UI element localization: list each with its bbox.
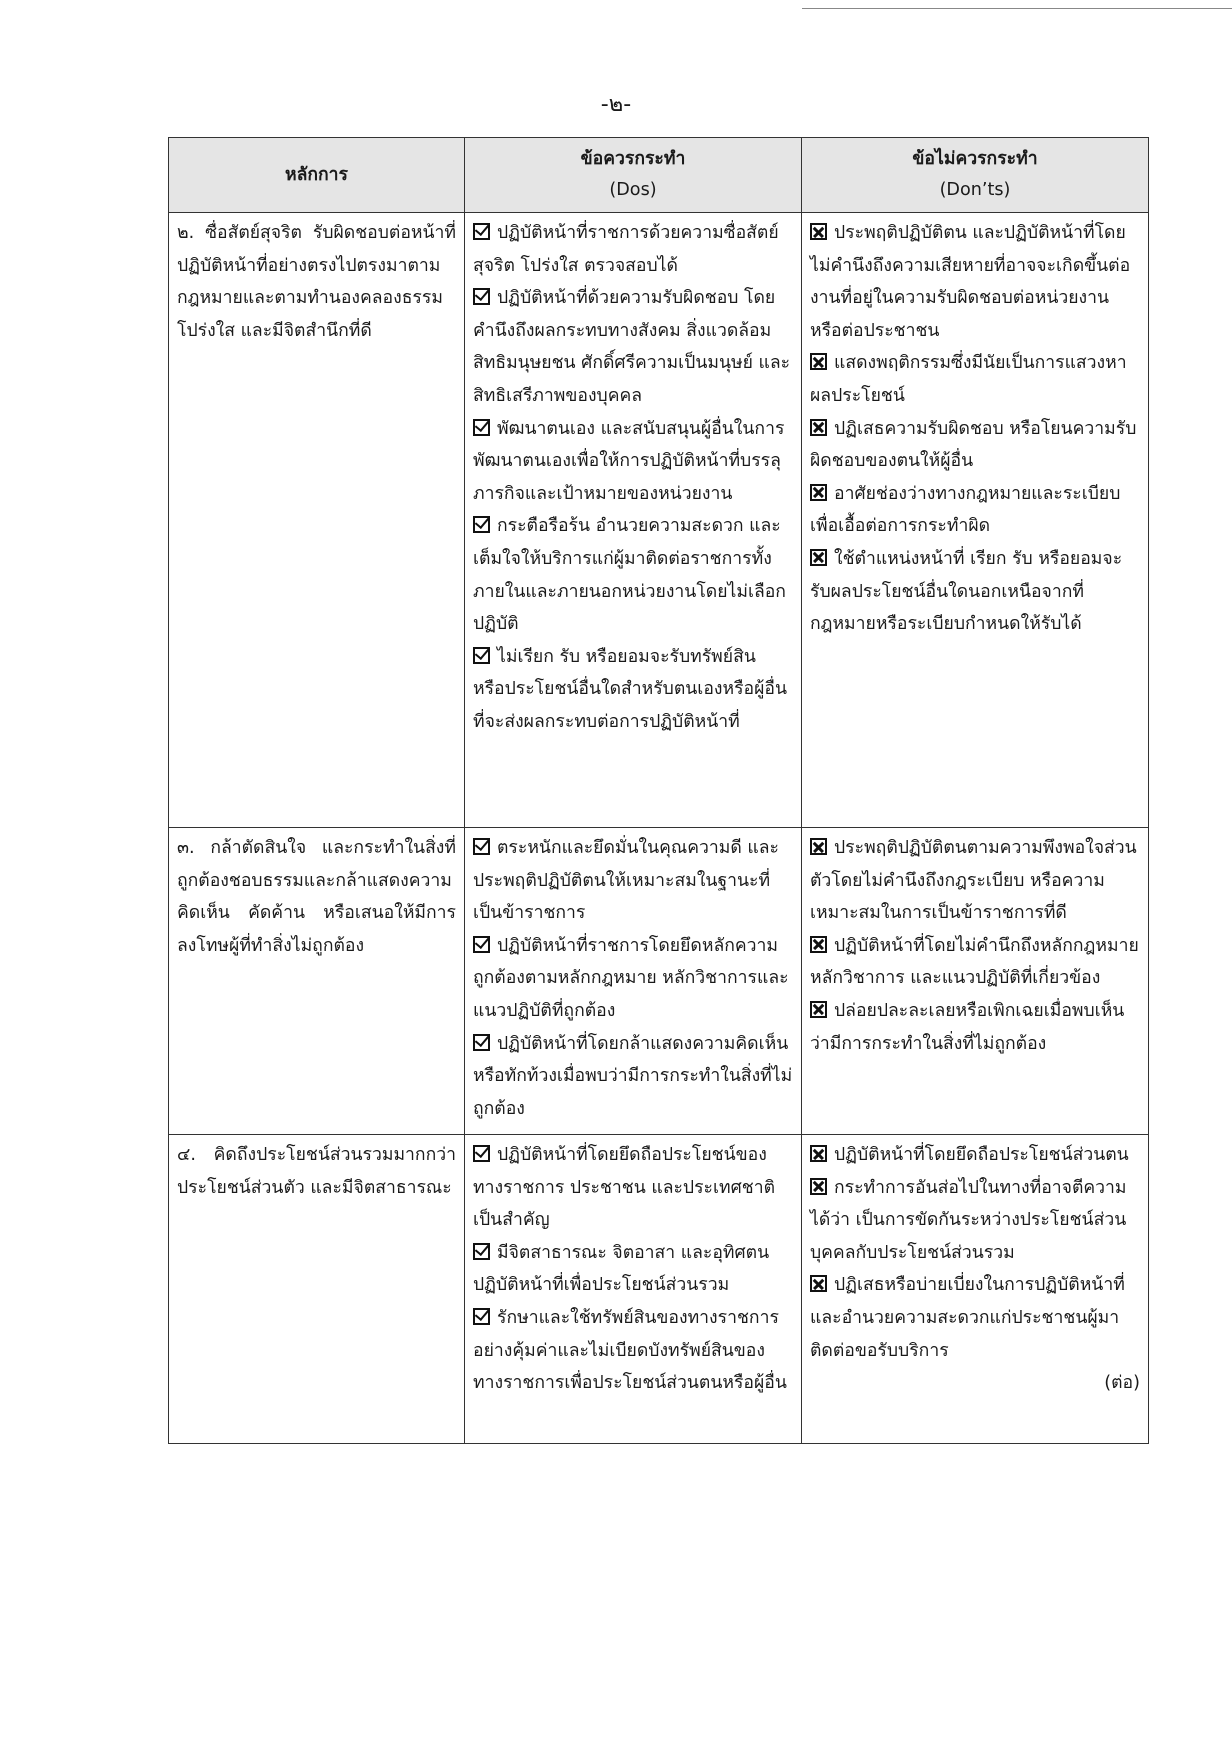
- dont-item: กระทำการอันส่อไปในทางที่อาจตีความได้ว่า เป็นการขัดกันระหว่างประโยชน์ส่วนบุคคลกับประโยชน์ส่วนรวม: [810, 1177, 1127, 1263]
- donts-cell: [802, 828, 1149, 1135]
- header-donts-sub: (Don’ts): [939, 180, 1011, 200]
- checked-box-icon: [473, 1145, 490, 1162]
- checked-box-icon: [473, 1034, 490, 1051]
- checked-box-icon: [473, 288, 490, 305]
- crossed-box-icon: [810, 223, 827, 240]
- crossed-box-icon: [810, 549, 827, 566]
- dont-item: ประพฤติปฏิบัติตน และปฏิบัติหน้าที่โดยไม่คำนึงถึงความเสียหายที่อาจจะเกิดขึ้นต่องานที่อยู่ในความรับผิดชอบต่อหน่วยงาน หรือต่อประชาชน: [810, 223, 1131, 341]
- checked-box-icon: [473, 838, 490, 855]
- header-donts: ข้อไม่ควรกระทำ (Don’ts): [802, 138, 1149, 213]
- dont-item: ปฏิบัติหน้าที่โดยไม่คำนึกถึงหลักกฎหมาย หลักวิชาการ และแนวปฏิบัติที่เกี่ยวข้อง: [810, 935, 1139, 989]
- page-number: -๒-: [600, 92, 632, 117]
- table-row: [169, 828, 1149, 1135]
- do-item: มีจิตสาธารณะ จิตอาสา และอุทิศตนปฏิบัติหน้าที่เพื่อประโยชน์ส่วนรวม: [473, 1242, 770, 1296]
- header-dos: ข้อควรกระทำ (Dos): [465, 138, 802, 213]
- crossed-box-icon: [810, 484, 827, 501]
- do-item: ปฏิบัติหน้าที่โดยกล้าแสดงความคิดเห็น หรือทักท้วงเมื่อพบว่ามีการกระทำในสิ่งที่ไม่ถูกต้อง: [473, 1033, 793, 1119]
- dont-item: แสดงพฤติกรรมซึ่งมีนัยเป็นการแสวงหาผลประโยชน์: [810, 353, 1127, 406]
- checked-box-icon: [473, 223, 490, 240]
- crossed-box-icon: [810, 1001, 827, 1018]
- principle-cell: ๔. คิดถึงประโยชน์ส่วนรวมมากกว่าประโยชน์ส่วนตัว และมีจิตสาธารณะ: [169, 1135, 465, 1444]
- dont-item: ปล่อยปละละเลยหรือเพิกเฉยเมื่อพบเห็นว่ามีการกระทำในสิ่งที่ไม่ถูกต้อง: [810, 1000, 1125, 1054]
- crossed-box-icon: [810, 1145, 827, 1162]
- header-dos-sub: (Dos): [609, 180, 657, 200]
- principles-table: [168, 137, 1149, 1444]
- crossed-box-icon: [810, 1178, 827, 1195]
- dont-item: ปฏิเสธความรับผิดชอบ หรือโยนความรับผิดชอบของตนให้ผู้อื่น: [810, 418, 1137, 472]
- do-item: ไม่เรียก รับ หรือยอมจะรับทรัพย์สิน หรือประโยชน์อื่นใดสำหรับตนเองหรือผู้อื่น ที่จะส่งผลกระทบต่อการปฏิบัติหน้าที่: [473, 646, 787, 732]
- header-principle: หลักการ: [169, 138, 465, 213]
- dont-item: ปฏิเสธหรือบ่ายเบี่ยงในการปฏิบัติหน้าที่และอำนวยความสะดวกแก่ประชาชนผู้มาติดต่อขอรับบริการ: [810, 1275, 1125, 1361]
- checked-box-icon: [473, 419, 490, 436]
- dont-item: อาศัยช่องว่างทางกฎหมายและระเบียบเพื่อเอื้อต่อการกระทำผิด: [810, 483, 1121, 537]
- top-divider-line: [802, 8, 1232, 9]
- do-item: ตระหนักและยึดมั่นในคุณความดี และประพฤติปฏิบัติตนให้เหมาะสมในฐานะที่เป็นข้าราชการ: [473, 838, 779, 924]
- dont-item: ประพฤติปฏิบัติตนตามความพึงพอใจส่วนตัวโดยไม่คำนึงถึงกฎระเบียบ หรือความเหมาะสมในการเป็นข้าราชการที่ดี: [810, 838, 1137, 924]
- dos-cell: [465, 213, 802, 828]
- principle-cell: ๓. กล้าตัดสินใจ และกระทำในสิ่งที่ถูกต้องชอบธรรมและกล้าแสดงความคิดเห็น คัดค้าน หรือเสนอให้มีการลงโทษผู้ที่ทำสิ่งไม่ถูกต้อง: [169, 828, 465, 1135]
- checked-box-icon: [473, 936, 490, 953]
- do-item: รักษาและใช้ทรัพย์สินของทางราชการอย่างคุ้มค่าและไม่เบียดบังทรัพย์สินของทางราชการเพื่อประโยชน์ส่วนตนหรือผู้อื่น: [473, 1307, 787, 1394]
- continued-label: (ต่อ): [1104, 1373, 1140, 1394]
- table-row: [169, 213, 1149, 828]
- principle-cell: ๒. ซื่อสัตย์สุจริต รับผิดชอบต่อหน้าที่ ปฏิบัติหน้าที่อย่างตรงไปตรงมาตามกฎหมายและตามทำนองคลองธรรม โปร่งใส และมีจิตสำนึกที่ดี: [169, 213, 465, 828]
- header-row: [169, 138, 1149, 213]
- dont-item: ปฏิบัติหน้าที่โดยยึดถือประโยชน์ส่วนตน: [810, 1139, 1140, 1172]
- dont-item: ใช้ตำแหน่งหน้าที่ เรียก รับ หรือยอมจะรับผลประโยชน์อื่นใดนอกเหนือจากที่กฎหมายหรือระเบียบกำหนดให้รับได้: [810, 548, 1123, 635]
- crossed-box-icon: [810, 1275, 827, 1292]
- table-row: [169, 1135, 1149, 1444]
- donts-cell: [802, 213, 1149, 828]
- checked-box-icon: [473, 1308, 490, 1325]
- dos-cell: [465, 828, 802, 1135]
- crossed-box-icon: [810, 419, 827, 436]
- do-item: กระตือรือร้น อำนวยความสะดวก และเต็มใจให้บริการแก่ผู้มาติดต่อราชการทั้งภายในและภายนอกหน่วยงานโดยไม่เลือกปฏิบัติ: [473, 516, 786, 635]
- do-item: ปฏิบัติหน้าที่ราชการด้วยความซื่อสัตย์สุจริต โปร่งใส ตรวจสอบได้: [473, 223, 779, 276]
- do-item: พัฒนาตนเอง และสนับสนุนผู้อื่นในการพัฒนาตนเองเพื่อให้การปฏิบัติหน้าที่บรรลุภารกิจและเป้าหมายของหน่วยงาน: [473, 418, 785, 504]
- donts-cell: [802, 1135, 1149, 1444]
- checked-box-icon: [473, 647, 490, 664]
- do-item: ปฏิบัติหน้าที่โดยยึดถือประโยชน์ของทางราชการ ประชาชน และประเทศชาติเป็นสำคัญ: [473, 1145, 776, 1231]
- do-item: ปฏิบัติหน้าที่ด้วยความรับผิดชอบ โดยคำนึงถึงผลกระทบทางสังคม สิ่งแวดล้อม สิทธิมนุษยชน ศักดิ์ศรีความเป็นมนุษย์ และสิทธิเสรีภาพของบุคคล: [473, 288, 791, 406]
- checked-box-icon: [473, 516, 490, 533]
- crossed-box-icon: [810, 936, 827, 953]
- crossed-box-icon: [810, 838, 827, 855]
- crossed-box-icon: [810, 353, 827, 370]
- do-item: ปฏิบัติหน้าที่ราชการโดยยึดหลักความถูกต้องตามหลักกฎหมาย หลักวิชาการและแนวปฏิบัติที่ถูกต้อง: [473, 935, 789, 1021]
- checked-box-icon: [473, 1243, 490, 1260]
- dos-cell: [465, 1135, 802, 1444]
